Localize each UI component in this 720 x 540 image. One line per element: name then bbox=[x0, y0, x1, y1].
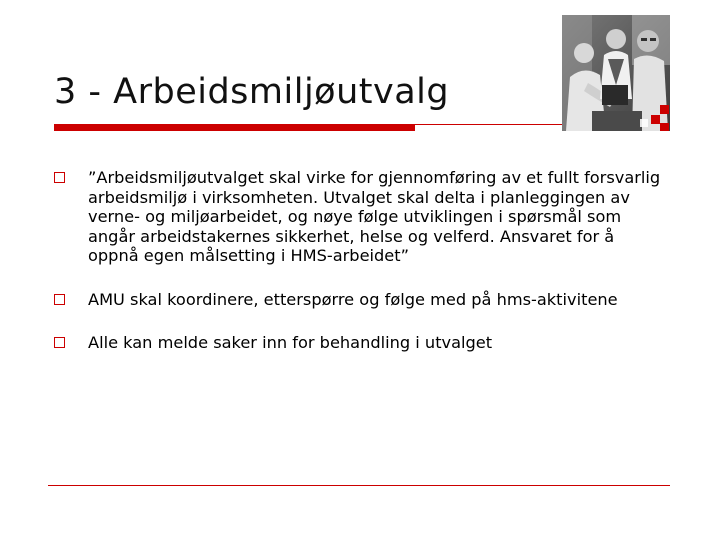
bullet-item bbox=[52, 168, 662, 266]
footer-divider bbox=[48, 485, 670, 486]
title-underline-bar bbox=[54, 124, 415, 131]
bullet-text: Alle kan melde saker inn for behandling i utvalget bbox=[88, 333, 493, 352]
bullet-item bbox=[52, 333, 662, 353]
bullet-square-icon bbox=[54, 172, 65, 183]
bullet-text: ”Arbeidsmiljøutvalget skal virke for gjennomføring av et fullt forsvarlig arbeidsmiljø i virksomheten. Utvalget skal delta i planleggingen av verne- og miljøarbeidet, og nøye følge utviklingen i spørsmål som angår arbeidstakernes sikkerhet, helse og velferd. Ansvaret for å oppnå egen målsetting i HMS-arbeidet” bbox=[88, 168, 661, 265]
bullet-square-icon bbox=[54, 294, 65, 305]
office-workers-photo bbox=[562, 15, 670, 131]
bullet-list bbox=[52, 168, 662, 377]
slide-title: 3 - Arbeidsmiljøutvalg bbox=[54, 72, 450, 112]
bullet-item bbox=[52, 290, 662, 310]
title-underline-thin bbox=[415, 124, 563, 125]
bullet-square-icon bbox=[54, 337, 65, 348]
bullet-text: AMU skal koordinere, etterspørre og følge med på hms-aktivitene bbox=[88, 289, 618, 309]
